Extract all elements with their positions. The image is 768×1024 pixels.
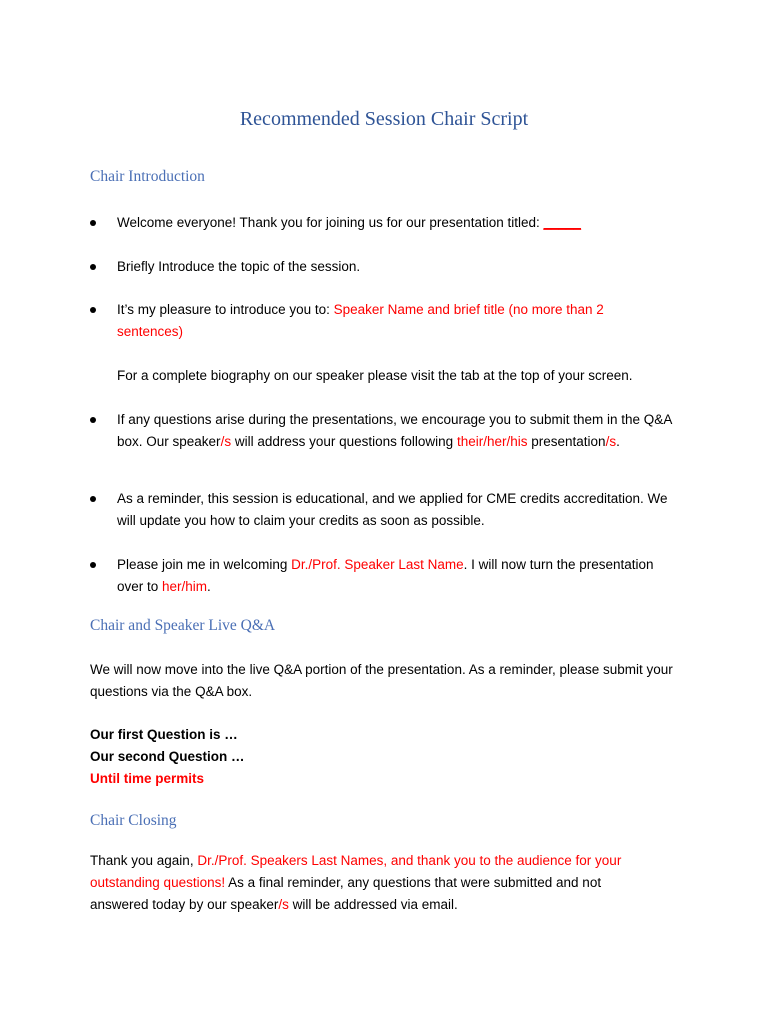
plural-marker: /s	[278, 897, 289, 912]
bullet-text: Welcome everyone! Thank you for joining us for our presentation titled:	[117, 215, 544, 230]
speaker-name-placeholder: Speaker Name and brief title (no more than 2 sentences)	[117, 302, 604, 339]
bullet-questions	[90, 409, 690, 453]
second-question-line: Our second Question …	[90, 749, 245, 764]
first-question-line: Our first Question is …	[90, 727, 238, 742]
heading-live-qa: Chair and Speaker Live Q&A	[90, 617, 276, 634]
title-blank: _____	[543, 215, 582, 230]
plural-marker: /s	[220, 434, 232, 449]
speaker-names-placeholder: Dr./Prof. Speakers Last Names, and thank you to the audience for your outstanding questions!	[90, 853, 622, 890]
bullet-dot	[90, 562, 96, 568]
bullet-text: It’s my pleasure to introduce you to:	[117, 302, 334, 317]
closing-paragraph	[90, 850, 650, 916]
bullet-text: .	[207, 579, 211, 594]
bullet-text: As a reminder, this session is educational, and we applied for CME credits accreditation. We will update you how to claim your credits as soon as possible.	[117, 491, 668, 528]
speaker-last-name-placeholder: Dr./Prof. Speaker Last Name	[291, 557, 464, 572]
bullet-text: .	[616, 434, 620, 449]
bullet-welcome	[90, 212, 690, 234]
until-time-permits-line: Until time permits	[90, 771, 205, 786]
bullet-welcome-speaker	[90, 554, 690, 598]
bullet-text: presentation	[527, 434, 606, 449]
bullet-dot	[90, 496, 96, 502]
closing-text: Thank you again,	[90, 853, 198, 868]
bullet-cme-reminder	[90, 488, 690, 532]
bullet-dot	[90, 220, 96, 226]
pronoun-placeholder: her/him	[162, 579, 208, 594]
plural-marker: /s	[605, 434, 617, 449]
biography-note: For a complete biography on our speaker please visit the tab at the top of your screen.	[117, 368, 633, 383]
bullet-text: Briefly Introduce the topic of the session.	[117, 259, 361, 274]
bullet-text: If any questions arise during the presentations, we encourage you to submit them in the Q&A box. Our speaker	[117, 412, 672, 449]
bullet-text: Please join me in welcoming	[117, 557, 292, 572]
closing-text: As a final reminder, any questions that were submitted and not answered today by our speaker	[90, 875, 602, 912]
qa-intro-paragraph: We will now move into the live Q&A portion of the presentation. As a reminder, please submit your questions via the Q&A box.	[90, 662, 673, 699]
bullet-text: will address your questions following	[231, 434, 457, 449]
closing-text: will be addressed via email.	[288, 897, 458, 912]
pronoun-placeholder: their/her/his	[456, 434, 528, 449]
bullet-dot	[90, 417, 96, 423]
bullet-dot	[90, 307, 96, 313]
bullet-text: . I will now turn the presentation over to	[117, 557, 654, 594]
heading-chair-introduction: Chair Introduction	[90, 168, 205, 185]
bullet-introduce-topic	[90, 256, 690, 278]
bullet-introduce-speaker	[90, 299, 690, 343]
bullet-dot	[90, 264, 96, 270]
heading-chair-closing: Chair Closing	[90, 812, 177, 829]
document-title: Recommended Session Chair Script	[239, 108, 529, 130]
